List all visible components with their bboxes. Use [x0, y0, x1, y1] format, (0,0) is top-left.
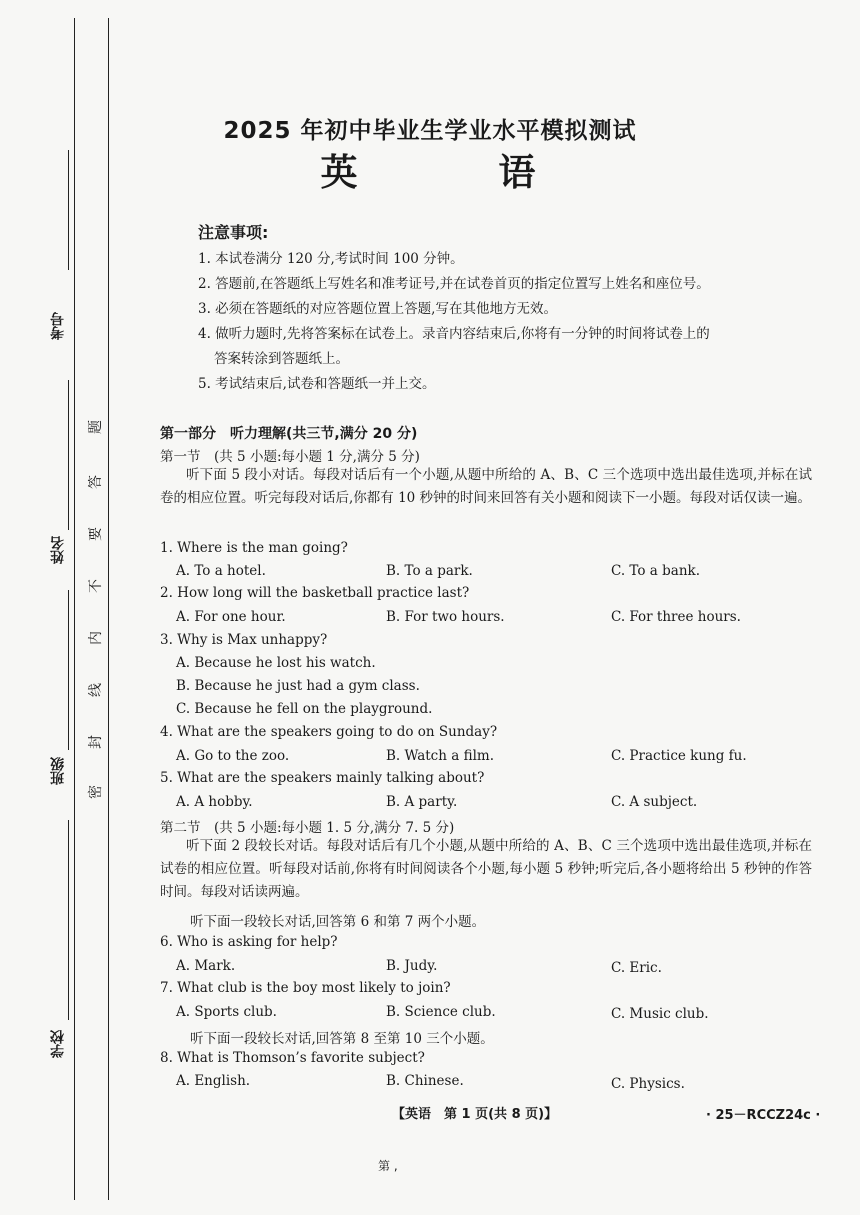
option-a: A. Go to the zoo.: [176, 748, 290, 764]
question-stem: 4. What are the speakers going to do on Sunday?: [160, 724, 498, 740]
notice-item: 5. 考试结束后,试卷和答题纸一并上交。: [198, 376, 436, 392]
option-b: B. A party.: [386, 794, 458, 810]
name-label: 姓名: [50, 536, 66, 564]
option-b: B. Watch a film.: [386, 748, 494, 764]
notice-item: 3. 必须在答题纸的对应答题位置上答题,写在其他地方无效。: [198, 301, 557, 317]
paper-code: · 25－RCCZ24c ·: [706, 1108, 821, 1123]
option-c: C. Music club.: [611, 1006, 709, 1022]
seal-char: 要: [88, 527, 104, 541]
seal-char: 答: [88, 475, 104, 489]
option-c: C. A subject.: [611, 794, 698, 810]
question-stem: 3. Why is Max unhappy?: [160, 632, 328, 648]
option-c: C. Eric.: [611, 960, 662, 976]
class-label: 班级: [50, 757, 66, 785]
option-b: B. To a park.: [386, 563, 473, 579]
seal-char: 封: [88, 735, 104, 749]
question-stem: 7. What club is the boy most likely to join?: [160, 980, 451, 996]
option-a: A. To a hotel.: [176, 563, 266, 579]
option-b: B. Science club.: [386, 1004, 496, 1020]
part1-heading: 第一部分 听力理解(共三节,满分 20 分): [160, 426, 418, 442]
seal-char: 内: [88, 631, 104, 645]
option-b: B. Chinese.: [386, 1073, 464, 1089]
dialog1-note: 听下面一段较长对话,回答第 6 和第 7 两个小题。: [190, 914, 486, 930]
option-c: C. Because he fell on the playground.: [176, 701, 433, 717]
seal-char: 线: [88, 683, 104, 697]
option-b: B. For two hours.: [386, 609, 505, 625]
option-b: B. Because he just had a gym class.: [176, 678, 420, 694]
option-a: A. Because he lost his watch.: [176, 655, 376, 671]
notice-heading: 注意事项:: [198, 223, 269, 242]
seal-char: 不: [88, 579, 104, 593]
option-a: A. Mark.: [176, 958, 236, 974]
option-c: C. Practice kung fu.: [611, 748, 747, 764]
section2-heading: 第二节 (共 5 小题:每小题 1. 5 分,满分 7. 5 分): [160, 820, 455, 836]
page-number-label: 【英语 第 1 页(共 8 页)】: [392, 1107, 558, 1122]
question-stem: 8. What is Thomson’s favorite subject?: [160, 1050, 425, 1066]
dialog2-note: 听下面一段较长对话,回答第 8 至第 10 三个小题。: [190, 1031, 494, 1047]
section1-heading: 第一节 (共 5 小题:每小题 1 分,满分 5 分): [160, 449, 420, 465]
bottom-mark: 第 ,: [378, 1159, 398, 1173]
notice-item: 答案转涂到答题纸上。: [214, 351, 349, 367]
notice-item: 1. 本试卷满分 120 分,考试时间 100 分钟。: [198, 251, 464, 267]
section2-instructions: 听下面 2 段较长对话。每段对话后有几个小题,从题中所给的 A、B、C 三个选项中选出最佳选项,并标在试卷的相应位置。听每段对话前,你将有时间阅读各个小题,每小题 5 秒钟;听完后,各小题将给出 5 秒钟的作答时间。每段对话读两遍。: [160, 838, 812, 900]
option-b: B. Judy.: [386, 958, 438, 974]
exam-no-label: 考号: [50, 312, 66, 340]
class-blank: [68, 590, 69, 750]
school-label: 学校: [50, 1030, 66, 1058]
question-stem: 2. How long will the basketball practice last?: [160, 585, 470, 601]
exam-title: 2025 年初中毕业生学业水平模拟测试: [223, 118, 637, 144]
option-a: A. Sports club.: [176, 1004, 277, 1020]
notice-item: 2. 答题前,在答题纸上写姓名和准考证号,并在试卷首页的指定位置写上姓名和座位号。: [198, 276, 710, 292]
question-stem: 5. What are the speakers mainly talking about?: [160, 770, 485, 786]
option-a: A. English.: [176, 1073, 251, 1089]
question-stem: 1. Where is the man going?: [160, 540, 348, 556]
option-a: A. For one hour.: [176, 609, 286, 625]
school-blank: [68, 820, 69, 1020]
option-c: C. To a bank.: [611, 563, 701, 579]
question-stem: 6. Who is asking for help?: [160, 934, 338, 950]
option-c: C. For three hours.: [611, 609, 741, 625]
option-a: A. A hobby.: [176, 794, 253, 810]
option-c: C. Physics.: [611, 1076, 685, 1092]
notice-item: 4. 做听力题时,先将答案标在试卷上。录音内容结束后,你将有一分钟的时间将试卷上的: [198, 326, 710, 342]
seal-char: 题: [88, 420, 104, 434]
section1-instructions: 听下面 5 段小对话。每段对话后有一个小题,从题中所给的 A、B、C 三个选项中选出最佳选项,并标在试卷的相应位置。听完每段对话后,你都有 10 秒钟的时间来回答有关小题和阅读下一小题。每段对话仅读一遍。: [160, 467, 812, 506]
seal-char: 密: [88, 785, 104, 799]
exam-subject: 英 语: [320, 151, 600, 194]
name-blank: [68, 380, 69, 530]
